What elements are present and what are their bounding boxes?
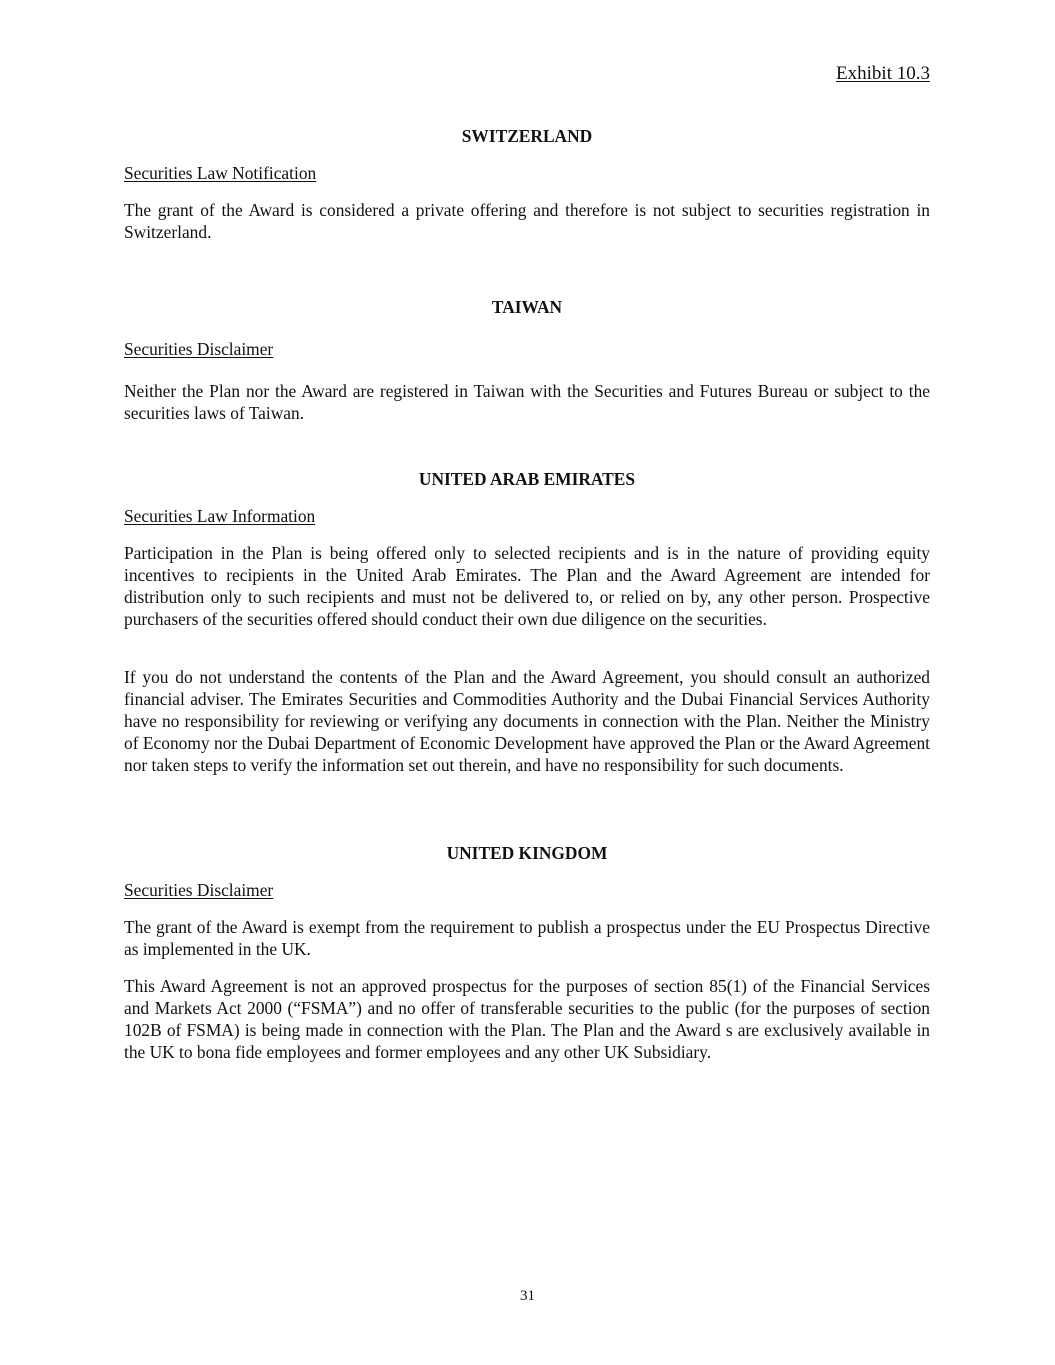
page-number: 31 <box>520 1288 535 1304</box>
subheading-switzerland: Securities Law Notification <box>124 163 317 183</box>
paragraph-uk-1: The grant of the Award is exempt from the requirement to publish a prospectus under the EU Prospectus Directive as implemented in the UK. <box>124 917 930 959</box>
paragraph-uae-1: Participation in the Plan is being offered only to selected recipients and is in the nature of providing equity incentives to recipients in the United Arab Emirates. The Plan and the Award Agreement are intended for distribution only to such recipients and must not be delivered to, or relied on by, any other person. Prospective purchasers of the securities offered should conduct their own due diligence on the securities. <box>124 543 930 629</box>
paragraph-switzerland-1: The grant of the Award is considered a private offering and therefore is not subject to securities registration in Switzerland. <box>124 200 930 242</box>
subheading-uk: Securities Disclaimer <box>124 880 274 900</box>
country-heading-switzerland: SWITZERLAND <box>461 126 593 146</box>
paragraph-taiwan-1: Neither the Plan nor the Award are registered in Taiwan with the Securities and Futures Bureau or subject to the securities laws of Taiwan. <box>124 381 930 423</box>
subheading-taiwan: Securities Disclaimer <box>124 339 274 359</box>
subheading-uae: Securities Law Information <box>124 506 316 526</box>
country-heading-uk: UNITED KINGDOM <box>446 843 608 863</box>
paragraph-uae-2: If you do not understand the contents of the Plan and the Award Agreement, you should consult an authorized financial adviser. The Emirates Securities and Commodities Authority and the Dubai Financial Services Authority have no responsibility for reviewing or verifying any documents in connection with the Plan. Neither the Ministry of Economy nor the Dubai Department of Economic Development have approved the Plan or the Award Agreement nor taken steps to verify the information set out therein, and have no responsibility for such documents. <box>124 667 930 775</box>
country-heading-uae: UNITED ARAB EMIRATES <box>418 469 636 489</box>
country-heading-taiwan: TAIWAN <box>491 297 563 317</box>
exhibit-label: Exhibit 10.3 <box>836 63 930 84</box>
paragraph-uk-2: This Award Agreement is not an approved prospectus for the purposes of section 85(1) of the Financial Services and Markets Act 2000 (“FSMA”) and no offer of transferable securities to the public (for the purposes of section 102B of FSMA) is being made in connection with the Plan. The Plan and the Award s are exclusively available in the UK to bona fide employees and former employees and any other UK Subsidiary. <box>124 976 930 1062</box>
